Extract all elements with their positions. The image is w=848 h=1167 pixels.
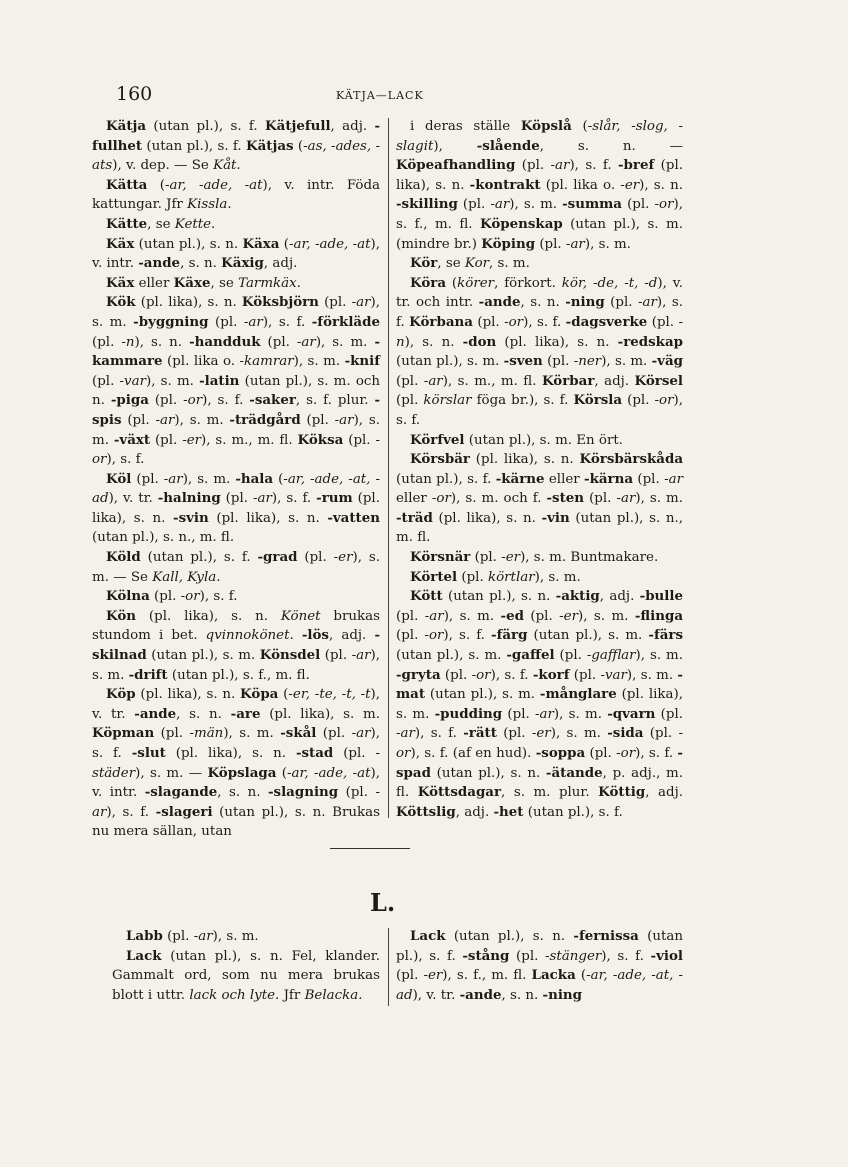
running-head: KÄTJA—LACK (336, 89, 424, 102)
page-number: 160 (116, 83, 153, 105)
dictionary-entry: Labb (pl. -ar), s. m. (126, 928, 259, 944)
dictionary-entry: Kätta (-ar, -ade, -at), v. intr. Föda kattungar. Jfr Kissla. (92, 176, 380, 213)
left-column-bottom (112, 927, 380, 1007)
right-column-top (396, 117, 684, 820)
dictionary-entry: Kör, se Kor, s. m. (410, 255, 530, 272)
dictionary-entry: Käx (utan pl.), s. n. Käxa (-ar, -ade, -at), v. intr. -ande, s. n. Käxig, adj. (92, 235, 380, 272)
dictionary-entry: Lack (utan pl.), s. n. Fel, klander. Gammalt ord, som nu mera brukas blott i uttr. lack och lyte. Jfr Belacka. (112, 947, 380, 1003)
dictionary-entry: Kök (pl. lika), s. n. Köksbjörn (pl. -ar), s. m. -byggning (pl. -ar), s. f. -förkläde (pl. -n), s. n. -handduk (pl. -ar), s. m. -kammare (pl. lika o. -kamrar), s. m. -knif (pl. -var), s. m. -latin (utan pl.), s. m. och n. -piga (pl. -or), s. f. -saker, s. f. plur. -spis (pl. -ar), s. m. -trädgård (pl. -ar), s. m. -växt (pl. -er), s. m., m. fl. Köksa (pl. -or), s. f. (92, 294, 380, 468)
dictionary-entry: Körsbär (pl. lika), s. n. Körsbärskåda (utan pl.), s. f. -kärne eller -kärna (pl. -ar eller -or), s. m. och f. -sten (pl. -ar), s. m. -träd (pl. lika), s. n. -vin (utan pl.), s. n., m. fl. (396, 451, 683, 546)
dictionary-entry: Köl (pl. -ar), s. m. -hala (-ar, -ade, -at, -ad), v. tr. -halning (pl. -ar), s. f. -rum (pl. lika), s. n. -svin (pl. lika), s. n. -vatten (utan pl.), s. n., m. fl. (92, 470, 380, 546)
column-divider-bottom (388, 928, 389, 1006)
dictionary-entry: Kön (pl. lika), s. n. Könet brukas stundom i bet. qvinnokönet. -lös, adj. -skilnad (utan pl.), s. m. Könsdel (pl. -ar), s. m. -drift (utan pl.), s. f., m. fl. (92, 607, 380, 683)
dictionary-entry: i deras ställe Köpslå (-slår, -slog, -slagit), -slående, s. n. — Köpeafhandling (pl. -ar), s. f. -bref (pl. lika), s. n. -kontrakt (pl. lika o. -er), s. n. -skilling (pl. -ar), s. m. -summa (pl. -or), s. f., m. fl. Köpenskap (utan pl.), s. m. (mindre br.) Köping (pl. -ar), s. m. (396, 118, 683, 252)
right-column-bottom (396, 927, 683, 1007)
dictionary-entry: Lack (utan pl.), s. n. -fernissa (utan pl.), s. f. -stång (pl. -stänger), s. f. -viol (pl. -er), s. f., m. fl. Lacka (-ar, -ade, -at, -ad), v. tr. -ande, s. n. -ning (396, 928, 683, 1003)
dictionary-entry: Kött (utan pl.), s. n. -aktig, adj. -bulle (pl. -ar), s. m. -ed (pl. -er), s. m. -flinga (pl. -or), s. f. -färg (utan pl.), s. m. -färs (utan pl.), s. m. -gaffel (pl. -gafflar), s. m. -gryta (pl. -or), s. f. -korf (pl. -var), s. m. -mat (utan pl.), s. m. -månglare (pl. lika), s. m. -pudding (pl. -ar), s. m. -qvarn (pl. -ar), s. f. -rätt (pl. -er), s. m. -sida (pl. -or), s. f. (af en hud). -soppa (pl. -or), s. f. -spad (utan pl.), s. n. -ätande, p. adj., m. fl. Köttsdagar, s. m. plur. Köttig, adj. Köttslig, adj. -het (utan pl.), s. f. (396, 588, 683, 820)
dictionary-entry: Köra (körer, förkort. kör, -de, -t, -d), v. tr. och intr. -ande, s. n. -ning (pl. -ar), s. f. Körbana (pl. -or), s. f. -dagsverke (pl. -n), s. n. -don (pl. lika), s. n. -redskap (utan pl.), s. m. -sven (pl. -ner), s. m. -väg (pl. -ar), s. m., m. fl. Körbar, adj. Körsel (pl. körslar föga br.), s. f. Körsla (pl. -or), s. f. (396, 274, 684, 428)
dictionary-entry: Köld (utan pl.), s. f. -grad (pl. -er), s. m. — Se Kall, Kyla. (92, 549, 380, 585)
page-header (116, 83, 686, 107)
dictionary-entry: Kätja (utan pl.), s. f. Kätjefull, adj. -fullhet (utan pl.), s. f. Kätjas (-as, -ades, -ats), v. dep. — Se Kåt. (92, 118, 381, 174)
section-letter: L. (370, 888, 396, 917)
dictionary-entry: Kätte, se Kette. (106, 215, 216, 232)
dictionary-entry: Köp (pl. lika), s. n. Köpa (-er, -te, -t, -t), v. tr. -ande, s. n. -are (pl. lika), s. m. Köpman (pl. -män), s. m. -skål (pl. -ar), s. f. -slut (pl. lika), s. n. -stad (pl. -städer), s. m. — Köpslaga (-ar, -ade, -at), v. intr. -slagande, s. n. -slagning (pl. -ar), s. f. -slageri (utan pl.), s. n. Brukas nu mera sällan, utan (92, 686, 381, 840)
dictionary-entry: Kölna (pl. -or), s. f. (106, 588, 238, 605)
left-column-top (92, 117, 381, 840)
dictionary-entry: Käx eller Käxe, se Tarmkäx. (106, 274, 301, 291)
dictionary-entry: Körfvel (utan pl.), s. m. En ört. (410, 431, 624, 448)
dictionary-entry: Körsnär (pl. -er), s. m. Buntmakare. (410, 549, 659, 566)
section-divider (330, 848, 410, 849)
column-divider-top (388, 118, 389, 818)
dictionary-entry: Körtel (pl. körtlar), s. m. (410, 568, 581, 585)
